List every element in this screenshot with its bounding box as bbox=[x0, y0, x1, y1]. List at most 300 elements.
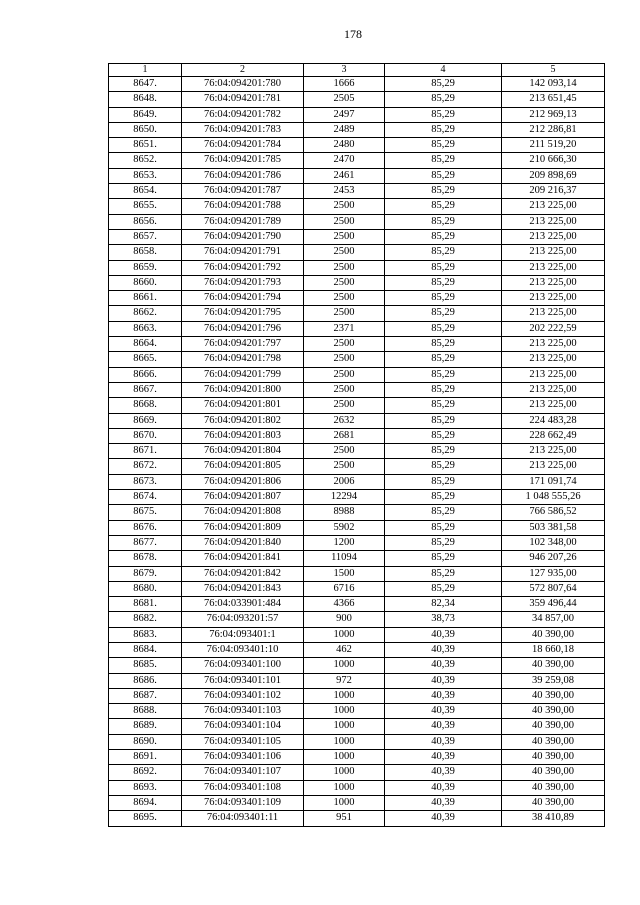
area-cell: 2500 bbox=[304, 306, 385, 321]
value-cell: 40 390,00 bbox=[502, 750, 605, 765]
rate-cell: 85,29 bbox=[385, 260, 502, 275]
row-number-cell: 8677. bbox=[109, 535, 182, 550]
table-row bbox=[109, 214, 605, 229]
cadastral-number-cell: 76:04:093401:105 bbox=[182, 734, 304, 749]
table-row bbox=[109, 642, 605, 657]
rate-cell: 85,29 bbox=[385, 551, 502, 566]
rate-cell: 85,29 bbox=[385, 413, 502, 428]
row-number-cell: 8688. bbox=[109, 704, 182, 719]
cadastral-number-cell: 76:04:093401:103 bbox=[182, 704, 304, 719]
area-cell: 1000 bbox=[304, 795, 385, 810]
cadastral-number-cell: 76:04:094201:802 bbox=[182, 413, 304, 428]
area-cell: 1000 bbox=[304, 734, 385, 749]
value-cell: 102 348,00 bbox=[502, 535, 605, 550]
rate-cell: 85,29 bbox=[385, 199, 502, 214]
row-number-cell: 8690. bbox=[109, 734, 182, 749]
area-cell: 1500 bbox=[304, 566, 385, 581]
row-number-cell: 8659. bbox=[109, 260, 182, 275]
area-cell: 12294 bbox=[304, 490, 385, 505]
value-cell: 213 225,00 bbox=[502, 260, 605, 275]
table-row bbox=[109, 520, 605, 535]
area-cell: 2500 bbox=[304, 367, 385, 382]
rate-cell: 40,39 bbox=[385, 673, 502, 688]
area-cell: 6716 bbox=[304, 581, 385, 596]
rate-cell: 85,29 bbox=[385, 474, 502, 489]
area-cell: 2371 bbox=[304, 321, 385, 336]
table-row bbox=[109, 750, 605, 765]
area-cell: 2500 bbox=[304, 199, 385, 214]
value-cell: 228 662,49 bbox=[502, 428, 605, 443]
cadastral-number-cell: 76:04:094201:840 bbox=[182, 535, 304, 550]
row-number-cell: 8649. bbox=[109, 107, 182, 122]
area-cell: 2500 bbox=[304, 459, 385, 474]
rate-cell: 40,39 bbox=[385, 750, 502, 765]
area-cell: 2681 bbox=[304, 428, 385, 443]
cadastral-number-cell: 76:04:094201:787 bbox=[182, 184, 304, 199]
area-cell: 2500 bbox=[304, 214, 385, 229]
table-row bbox=[109, 566, 605, 581]
table-row bbox=[109, 535, 605, 550]
cadastral-number-cell: 76:04:094201:794 bbox=[182, 291, 304, 306]
rate-cell: 40,39 bbox=[385, 642, 502, 657]
rate-cell: 85,29 bbox=[385, 92, 502, 107]
row-number-cell: 8672. bbox=[109, 459, 182, 474]
table-row bbox=[109, 444, 605, 459]
cadastral-number-cell: 76:04:094201:781 bbox=[182, 92, 304, 107]
table-row bbox=[109, 795, 605, 810]
value-cell: 38 410,89 bbox=[502, 811, 605, 826]
row-number-cell: 8658. bbox=[109, 245, 182, 260]
area-cell: 2006 bbox=[304, 474, 385, 489]
area-cell: 2500 bbox=[304, 291, 385, 306]
column-header: 5 bbox=[502, 64, 605, 77]
cadastral-number-cell: 76:04:093201:57 bbox=[182, 612, 304, 627]
column-header: 4 bbox=[385, 64, 502, 77]
rate-cell: 85,29 bbox=[385, 306, 502, 321]
rate-cell: 85,29 bbox=[385, 291, 502, 306]
rate-cell: 40,39 bbox=[385, 704, 502, 719]
rate-cell: 85,29 bbox=[385, 459, 502, 474]
table-row bbox=[109, 490, 605, 505]
table-row bbox=[109, 367, 605, 382]
cadastral-number-cell: 76:04:094201:803 bbox=[182, 428, 304, 443]
column-header: 1 bbox=[109, 64, 182, 77]
cadastral-number-cell: 76:04:093401:100 bbox=[182, 658, 304, 673]
table-row bbox=[109, 719, 605, 734]
row-number-cell: 8657. bbox=[109, 229, 182, 244]
value-cell: 39 259,08 bbox=[502, 673, 605, 688]
rate-cell: 85,29 bbox=[385, 153, 502, 168]
area-cell: 2453 bbox=[304, 184, 385, 199]
table-row bbox=[109, 229, 605, 244]
area-cell: 2500 bbox=[304, 444, 385, 459]
row-number-cell: 8653. bbox=[109, 168, 182, 183]
area-cell: 1000 bbox=[304, 688, 385, 703]
cadastral-number-cell: 76:04:094201:790 bbox=[182, 229, 304, 244]
cadastral-number-cell: 76:04:093401:101 bbox=[182, 673, 304, 688]
cadastral-number-cell: 76:04:094201:786 bbox=[182, 168, 304, 183]
table-row bbox=[109, 153, 605, 168]
rate-cell: 40,39 bbox=[385, 658, 502, 673]
cadastral-number-cell: 76:04:094201:780 bbox=[182, 77, 304, 92]
table-row bbox=[109, 597, 605, 612]
row-number-cell: 8650. bbox=[109, 122, 182, 137]
value-cell: 359 496,44 bbox=[502, 597, 605, 612]
area-cell: 2500 bbox=[304, 382, 385, 397]
rate-cell: 85,29 bbox=[385, 382, 502, 397]
table-row bbox=[109, 811, 605, 826]
table-row bbox=[109, 765, 605, 780]
cadastral-number-cell: 76:04:093401:106 bbox=[182, 750, 304, 765]
table-body bbox=[109, 64, 605, 827]
row-number-cell: 8665. bbox=[109, 352, 182, 367]
table-row bbox=[109, 673, 605, 688]
table-row bbox=[109, 138, 605, 153]
value-cell: 202 222,59 bbox=[502, 321, 605, 336]
row-number-cell: 8686. bbox=[109, 673, 182, 688]
page-number: 178 bbox=[344, 27, 362, 41]
table-row bbox=[109, 428, 605, 443]
value-cell: 209 216,37 bbox=[502, 184, 605, 199]
table-row bbox=[109, 199, 605, 214]
value-cell: 210 666,30 bbox=[502, 153, 605, 168]
rate-cell: 40,39 bbox=[385, 765, 502, 780]
area-cell: 2500 bbox=[304, 398, 385, 413]
cadastral-number-cell: 76:04:094201:783 bbox=[182, 122, 304, 137]
value-cell: 213 225,00 bbox=[502, 382, 605, 397]
table-row bbox=[109, 398, 605, 413]
area-cell: 2470 bbox=[304, 153, 385, 168]
table-row bbox=[109, 688, 605, 703]
area-cell: 5902 bbox=[304, 520, 385, 535]
value-cell: 503 381,58 bbox=[502, 520, 605, 535]
row-number-cell: 8693. bbox=[109, 780, 182, 795]
table-row bbox=[109, 581, 605, 596]
table-row bbox=[109, 413, 605, 428]
table-row bbox=[109, 245, 605, 260]
cadastral-number-cell: 76:04:094201:806 bbox=[182, 474, 304, 489]
row-number-cell: 8680. bbox=[109, 581, 182, 596]
value-cell: 213 225,00 bbox=[502, 229, 605, 244]
table-row bbox=[109, 92, 605, 107]
table-row bbox=[109, 77, 605, 92]
value-cell: 171 091,74 bbox=[502, 474, 605, 489]
value-cell: 213 225,00 bbox=[502, 398, 605, 413]
cadastral-number-cell: 76:04:094201:800 bbox=[182, 382, 304, 397]
value-cell: 212 969,13 bbox=[502, 107, 605, 122]
value-cell: 40 390,00 bbox=[502, 734, 605, 749]
table-row bbox=[109, 337, 605, 352]
row-number-cell: 8674. bbox=[109, 490, 182, 505]
value-cell: 224 483,28 bbox=[502, 413, 605, 428]
rate-cell: 85,29 bbox=[385, 245, 502, 260]
cadastral-number-cell: 76:04:094201:785 bbox=[182, 153, 304, 168]
value-cell: 213 225,00 bbox=[502, 352, 605, 367]
row-number-cell: 8655. bbox=[109, 199, 182, 214]
value-cell: 213 225,00 bbox=[502, 367, 605, 382]
rate-cell: 40,39 bbox=[385, 811, 502, 826]
table-row bbox=[109, 627, 605, 642]
cadastral-number-cell: 76:04:094201:799 bbox=[182, 367, 304, 382]
rate-cell: 85,29 bbox=[385, 505, 502, 520]
area-cell: 1200 bbox=[304, 535, 385, 550]
rate-cell: 85,29 bbox=[385, 138, 502, 153]
table-row bbox=[109, 184, 605, 199]
value-cell: 1 048 555,26 bbox=[502, 490, 605, 505]
row-number-cell: 8692. bbox=[109, 765, 182, 780]
cadastral-number-cell: 76:04:094201:796 bbox=[182, 321, 304, 336]
row-number-cell: 8695. bbox=[109, 811, 182, 826]
rate-cell: 85,29 bbox=[385, 184, 502, 199]
row-number-cell: 8648. bbox=[109, 92, 182, 107]
cadastral-number-cell: 76:04:094201:788 bbox=[182, 199, 304, 214]
rate-cell: 40,39 bbox=[385, 734, 502, 749]
cadastral-number-cell: 76:04:094201:808 bbox=[182, 505, 304, 520]
cadastral-number-cell: 76:04:094201:809 bbox=[182, 520, 304, 535]
rate-cell: 40,39 bbox=[385, 780, 502, 795]
area-cell: 11094 bbox=[304, 551, 385, 566]
rate-cell: 40,39 bbox=[385, 719, 502, 734]
row-number-cell: 8682. bbox=[109, 612, 182, 627]
area-cell: 1000 bbox=[304, 704, 385, 719]
rate-cell: 85,29 bbox=[385, 490, 502, 505]
value-cell: 40 390,00 bbox=[502, 719, 605, 734]
row-number-cell: 8656. bbox=[109, 214, 182, 229]
cadastral-number-cell: 76:04:094201:843 bbox=[182, 581, 304, 596]
area-cell: 2500 bbox=[304, 229, 385, 244]
value-cell: 213 225,00 bbox=[502, 245, 605, 260]
rate-cell: 85,29 bbox=[385, 352, 502, 367]
table-row bbox=[109, 505, 605, 520]
cadastral-number-cell: 76:04:094201:795 bbox=[182, 306, 304, 321]
rate-cell: 85,29 bbox=[385, 275, 502, 290]
table-row bbox=[109, 306, 605, 321]
cadastral-number-cell: 76:04:093401:11 bbox=[182, 811, 304, 826]
value-cell: 127 935,00 bbox=[502, 566, 605, 581]
cadastral-number-cell: 76:04:094201:805 bbox=[182, 459, 304, 474]
row-number-cell: 8684. bbox=[109, 642, 182, 657]
value-cell: 40 390,00 bbox=[502, 765, 605, 780]
area-cell: 2461 bbox=[304, 168, 385, 183]
value-cell: 40 390,00 bbox=[502, 704, 605, 719]
row-number-cell: 8661. bbox=[109, 291, 182, 306]
cadastral-number-cell: 76:04:094201:801 bbox=[182, 398, 304, 413]
value-cell: 213 225,00 bbox=[502, 214, 605, 229]
rate-cell: 85,29 bbox=[385, 77, 502, 92]
cadastral-number-cell: 76:04:094201:793 bbox=[182, 275, 304, 290]
area-cell: 2500 bbox=[304, 245, 385, 260]
row-number-cell: 8647. bbox=[109, 77, 182, 92]
row-number-cell: 8662. bbox=[109, 306, 182, 321]
value-cell: 142 093,14 bbox=[502, 77, 605, 92]
data-table bbox=[108, 63, 605, 827]
cadastral-number-cell: 76:04:093401:104 bbox=[182, 719, 304, 734]
area-cell: 4366 bbox=[304, 597, 385, 612]
row-number-cell: 8671. bbox=[109, 444, 182, 459]
rate-cell: 40,39 bbox=[385, 795, 502, 810]
area-cell: 2632 bbox=[304, 413, 385, 428]
value-cell: 209 898,69 bbox=[502, 168, 605, 183]
cadastral-number-cell: 76:04:033901:484 bbox=[182, 597, 304, 612]
rate-cell: 85,29 bbox=[385, 535, 502, 550]
value-cell: 213 225,00 bbox=[502, 306, 605, 321]
row-number-cell: 8668. bbox=[109, 398, 182, 413]
rate-cell: 85,29 bbox=[385, 337, 502, 352]
row-number-cell: 8685. bbox=[109, 658, 182, 673]
table-row bbox=[109, 612, 605, 627]
value-cell: 40 390,00 bbox=[502, 688, 605, 703]
value-cell: 213 225,00 bbox=[502, 275, 605, 290]
table-row bbox=[109, 780, 605, 795]
area-cell: 1000 bbox=[304, 765, 385, 780]
value-cell: 34 857,00 bbox=[502, 612, 605, 627]
cadastral-number-cell: 76:04:094201:798 bbox=[182, 352, 304, 367]
rate-cell: 85,29 bbox=[385, 520, 502, 535]
row-number-cell: 8652. bbox=[109, 153, 182, 168]
table-row bbox=[109, 658, 605, 673]
row-number-cell: 8679. bbox=[109, 566, 182, 581]
cadastral-number-cell: 76:04:094201:789 bbox=[182, 214, 304, 229]
rate-cell: 85,29 bbox=[385, 107, 502, 122]
rate-cell: 85,29 bbox=[385, 214, 502, 229]
table-row bbox=[109, 704, 605, 719]
row-number-cell: 8691. bbox=[109, 750, 182, 765]
column-header: 3 bbox=[304, 64, 385, 77]
cadastral-number-cell: 76:04:093401:10 bbox=[182, 642, 304, 657]
table-row bbox=[109, 107, 605, 122]
cadastral-number-cell: 76:04:093401:1 bbox=[182, 627, 304, 642]
value-cell: 40 390,00 bbox=[502, 780, 605, 795]
column-header: 2 bbox=[182, 64, 304, 77]
area-cell: 2480 bbox=[304, 138, 385, 153]
row-number-cell: 8676. bbox=[109, 520, 182, 535]
value-cell: 213 225,00 bbox=[502, 337, 605, 352]
table-row bbox=[109, 382, 605, 397]
row-number-cell: 8660. bbox=[109, 275, 182, 290]
cadastral-number-cell: 76:04:094201:842 bbox=[182, 566, 304, 581]
area-cell: 1000 bbox=[304, 719, 385, 734]
cadastral-number-cell: 76:04:094201:792 bbox=[182, 260, 304, 275]
area-cell: 1000 bbox=[304, 780, 385, 795]
table-row bbox=[109, 122, 605, 137]
rate-cell: 40,39 bbox=[385, 627, 502, 642]
area-cell: 2500 bbox=[304, 352, 385, 367]
value-cell: 213 651,45 bbox=[502, 92, 605, 107]
rate-cell: 85,29 bbox=[385, 229, 502, 244]
row-number-cell: 8683. bbox=[109, 627, 182, 642]
cadastral-number-cell: 76:04:093401:108 bbox=[182, 780, 304, 795]
cadastral-number-cell: 76:04:094201:807 bbox=[182, 490, 304, 505]
value-cell: 213 225,00 bbox=[502, 291, 605, 306]
area-cell: 972 bbox=[304, 673, 385, 688]
area-cell: 2500 bbox=[304, 337, 385, 352]
value-cell: 213 225,00 bbox=[502, 459, 605, 474]
table-row bbox=[109, 474, 605, 489]
value-cell: 946 207,26 bbox=[502, 551, 605, 566]
rate-cell: 85,29 bbox=[385, 444, 502, 459]
rate-cell: 82,34 bbox=[385, 597, 502, 612]
area-cell: 1000 bbox=[304, 627, 385, 642]
table-row bbox=[109, 260, 605, 275]
rate-cell: 85,29 bbox=[385, 581, 502, 596]
row-number-cell: 8664. bbox=[109, 337, 182, 352]
area-cell: 2505 bbox=[304, 92, 385, 107]
cadastral-number-cell: 76:04:094201:791 bbox=[182, 245, 304, 260]
row-number-cell: 8670. bbox=[109, 428, 182, 443]
value-cell: 213 225,00 bbox=[502, 199, 605, 214]
value-cell: 211 519,20 bbox=[502, 138, 605, 153]
table-row bbox=[109, 168, 605, 183]
table-row bbox=[109, 551, 605, 566]
table-row bbox=[109, 321, 605, 336]
cadastral-number-cell: 76:04:094201:782 bbox=[182, 107, 304, 122]
rate-cell: 40,39 bbox=[385, 688, 502, 703]
row-number-cell: 8663. bbox=[109, 321, 182, 336]
table-row bbox=[109, 275, 605, 290]
table-row bbox=[109, 352, 605, 367]
table-row bbox=[109, 459, 605, 474]
row-number-cell: 8669. bbox=[109, 413, 182, 428]
row-number-cell: 8681. bbox=[109, 597, 182, 612]
rate-cell: 85,29 bbox=[385, 428, 502, 443]
cadastral-number-cell: 76:04:094201:841 bbox=[182, 551, 304, 566]
area-cell: 2497 bbox=[304, 107, 385, 122]
cadastral-number-cell: 76:04:093401:102 bbox=[182, 688, 304, 703]
row-number-cell: 8667. bbox=[109, 382, 182, 397]
value-cell: 40 390,00 bbox=[502, 658, 605, 673]
table-row bbox=[109, 291, 605, 306]
rate-cell: 85,29 bbox=[385, 398, 502, 413]
value-cell: 40 390,00 bbox=[502, 627, 605, 642]
row-number-cell: 8651. bbox=[109, 138, 182, 153]
area-cell: 900 bbox=[304, 612, 385, 627]
area-cell: 462 bbox=[304, 642, 385, 657]
area-cell: 1000 bbox=[304, 750, 385, 765]
value-cell: 766 586,52 bbox=[502, 505, 605, 520]
rate-cell: 38,73 bbox=[385, 612, 502, 627]
row-number-cell: 8689. bbox=[109, 719, 182, 734]
row-number-cell: 8678. bbox=[109, 551, 182, 566]
cadastral-number-cell: 76:04:094201:784 bbox=[182, 138, 304, 153]
row-number-cell: 8675. bbox=[109, 505, 182, 520]
value-cell: 212 286,81 bbox=[502, 122, 605, 137]
cadastral-number-cell: 76:04:093401:109 bbox=[182, 795, 304, 810]
row-number-cell: 8673. bbox=[109, 474, 182, 489]
area-cell: 1666 bbox=[304, 77, 385, 92]
area-cell: 2500 bbox=[304, 260, 385, 275]
area-cell: 2500 bbox=[304, 275, 385, 290]
rate-cell: 85,29 bbox=[385, 168, 502, 183]
cadastral-number-cell: 76:04:093401:107 bbox=[182, 765, 304, 780]
value-cell: 40 390,00 bbox=[502, 795, 605, 810]
rate-cell: 85,29 bbox=[385, 122, 502, 137]
row-number-cell: 8687. bbox=[109, 688, 182, 703]
value-cell: 213 225,00 bbox=[502, 444, 605, 459]
row-number-cell: 8666. bbox=[109, 367, 182, 382]
rate-cell: 85,29 bbox=[385, 367, 502, 382]
area-cell: 2489 bbox=[304, 122, 385, 137]
area-cell: 1000 bbox=[304, 658, 385, 673]
rate-cell: 85,29 bbox=[385, 321, 502, 336]
table-row bbox=[109, 734, 605, 749]
area-cell: 8988 bbox=[304, 505, 385, 520]
cadastral-number-cell: 76:04:094201:804 bbox=[182, 444, 304, 459]
area-cell: 951 bbox=[304, 811, 385, 826]
cadastral-number-cell: 76:04:094201:797 bbox=[182, 337, 304, 352]
row-number-cell: 8654. bbox=[109, 184, 182, 199]
table-header-row bbox=[109, 64, 605, 77]
value-cell: 18 660,18 bbox=[502, 642, 605, 657]
